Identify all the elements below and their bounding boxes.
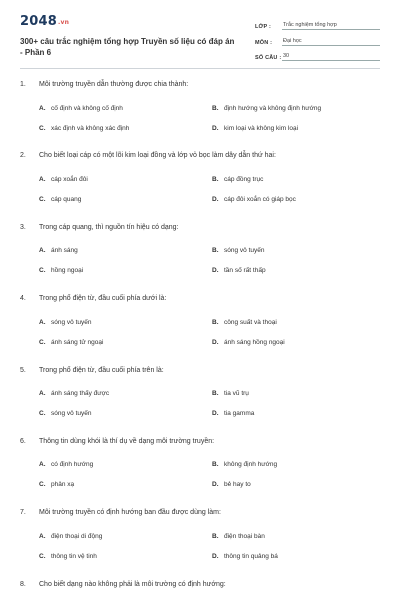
answer-option[interactable] [212, 318, 385, 326]
option-text: sóng vô tuyến [224, 247, 265, 255]
option-letter: B. [212, 247, 219, 255]
option-text: ánh sáng hồng ngoại [224, 338, 285, 346]
question-text: Thông tin dùng khói là thí dụ về dạng môi trường truyền: [39, 437, 215, 445]
question-text-row [20, 509, 380, 521]
question-item [20, 295, 380, 366]
meta-subject-label: MÔN : [255, 39, 273, 46]
option-letter: D. [212, 338, 219, 346]
option-letter: D. [212, 267, 219, 275]
meta-count-value: 30 [282, 53, 380, 61]
option-letter: A. [39, 461, 46, 469]
question-text-row [20, 81, 380, 93]
option-text: điện thoại di động [51, 532, 103, 540]
answer-option[interactable] [212, 481, 385, 489]
option-text: thông tin vệ tinh [51, 552, 97, 560]
option-letter: A. [39, 390, 46, 398]
meta-subject-row [255, 33, 380, 46]
question-number: 7. [20, 509, 26, 517]
option-letter: D. [212, 410, 219, 418]
meta-count-label: SỐ CÂU : [255, 55, 282, 61]
answer-option[interactable] [39, 338, 212, 346]
option-text: sóng vô tuyến [51, 318, 92, 326]
option-text: tia vũ trụ [224, 390, 249, 398]
option-letter: B. [212, 532, 219, 540]
option-letter: D. [212, 552, 219, 560]
document-title: 300+ câu trắc nghiệm tổng hợp Truyền số liệu có đáp án - Phần 6 [20, 37, 235, 57]
option-text: có định hướng [51, 461, 94, 469]
option-letter: D. [212, 481, 219, 489]
answer-option[interactable] [39, 390, 212, 398]
answer-options [39, 390, 380, 418]
option-letter: B. [212, 104, 219, 112]
option-text: cố định và không cố định [51, 104, 123, 112]
option-letter: B. [212, 390, 219, 398]
answer-option[interactable] [39, 481, 212, 489]
question-number: 6. [20, 437, 26, 445]
option-text: ánh sáng thấy được [51, 390, 110, 398]
question-text-row [20, 224, 380, 236]
question-number: 3. [20, 223, 26, 231]
question-text: Cho biết loại cáp có một lõi kim loại đồng và lớp vỏ bọc làm dây dẫn thứ hai: [39, 152, 276, 160]
site-logo[interactable] [20, 14, 69, 29]
answer-option[interactable] [39, 318, 212, 326]
question-number: 4. [20, 295, 26, 303]
answer-option[interactable] [212, 532, 385, 540]
answer-option[interactable] [212, 247, 385, 255]
question-item [20, 81, 380, 152]
option-letter: C. [39, 481, 46, 489]
answer-option[interactable] [212, 195, 385, 203]
option-letter: A. [39, 104, 46, 112]
option-text: cáp đồng trục [224, 175, 264, 183]
header-divider [20, 68, 380, 69]
question-number: 1. [20, 81, 26, 88]
meta-subject-value: Đại học [282, 38, 380, 46]
answer-option[interactable] [39, 461, 212, 469]
logo-suffix: .vn [57, 19, 70, 26]
question-text: Môi trường truyền có định hướng ban đầu được dùng làm: [39, 509, 221, 517]
option-text: ánh sáng tử ngoại [51, 338, 104, 346]
option-text: cáp quang [51, 195, 82, 203]
question-item [20, 224, 380, 295]
answer-option[interactable] [39, 410, 212, 418]
answer-option[interactable] [39, 552, 212, 560]
option-text: phản xạ [51, 481, 75, 489]
option-text: tia gamma [224, 410, 255, 418]
answer-option[interactable] [39, 124, 212, 132]
answer-options [39, 104, 380, 132]
answer-option[interactable] [212, 175, 385, 183]
answer-option[interactable] [39, 247, 212, 255]
answer-option[interactable] [39, 175, 212, 183]
document-header [20, 14, 380, 64]
question-text-row [20, 438, 380, 450]
option-text: không định hướng [224, 461, 278, 469]
option-text: điện thoại bàn [224, 532, 265, 540]
question-item [20, 367, 380, 438]
question-text: Cho biết dạng nào không phải là môi trường có định hướng: [39, 580, 226, 588]
option-letter: A. [39, 247, 46, 255]
answer-options [39, 175, 380, 203]
option-text: tần số rất thấp [224, 267, 266, 275]
question-list [20, 81, 380, 600]
question-number: 5. [20, 366, 26, 374]
option-text: cáp đôi xoắn có giáp bọc [224, 195, 296, 203]
question-text: Môi trường truyền dẫn thường được chia thành: [39, 81, 189, 88]
option-letter: C. [39, 552, 46, 560]
option-letter: A. [39, 532, 46, 540]
option-text: công suất và thoại [224, 318, 277, 326]
option-letter: A. [39, 318, 46, 326]
question-number: 8. [20, 580, 26, 588]
question-item [20, 438, 380, 509]
option-letter: C. [39, 195, 46, 203]
option-letter: C. [39, 267, 46, 275]
option-text: hồng ngoại [51, 267, 84, 275]
option-letter: C. [39, 338, 46, 346]
option-letter: D. [212, 195, 219, 203]
answer-option[interactable] [212, 267, 385, 275]
option-text: định hướng và không định hướng [224, 104, 322, 112]
option-letter: B. [212, 461, 219, 469]
answer-options [39, 247, 380, 275]
answer-option[interactable] [39, 195, 212, 203]
answer-option[interactable] [212, 104, 385, 112]
question-number: 2. [20, 152, 26, 160]
option-letter: C. [39, 410, 46, 418]
meta-class-label: LỚP : [255, 24, 271, 30]
option-text: sóng vô tuyến [51, 410, 92, 418]
question-item [20, 581, 380, 600]
option-letter: D. [212, 124, 219, 132]
option-text: ánh sáng [51, 247, 78, 255]
answer-options [39, 318, 380, 346]
answer-option[interactable] [212, 390, 385, 398]
answer-option[interactable] [212, 461, 385, 469]
option-letter: A. [39, 175, 46, 183]
option-text: bẻ hay to [224, 481, 251, 489]
document-meta [255, 17, 380, 64]
option-text: cáp xoắn đôi [51, 175, 88, 183]
answer-option[interactable] [39, 267, 212, 275]
meta-class-value: Trắc nghiệm tổng hợp [282, 22, 380, 30]
option-letter: B. [212, 318, 219, 326]
answer-option[interactable] [39, 532, 212, 540]
answer-options [39, 532, 380, 560]
option-letter: C. [39, 124, 46, 132]
answer-option[interactable] [212, 410, 385, 418]
answer-option[interactable] [212, 338, 385, 346]
logo-main: 2048 [20, 14, 57, 29]
question-text-row [20, 367, 380, 379]
answer-option[interactable] [212, 124, 385, 132]
option-letter: B. [212, 175, 219, 183]
meta-class-row [255, 17, 380, 30]
option-text: xác định và không xác định [51, 124, 130, 132]
answer-option[interactable] [39, 104, 212, 112]
question-item [20, 152, 380, 223]
question-text-row [20, 581, 380, 593]
question-text: Trong phổ điện từ, đầu cuối phía dưới là: [39, 295, 167, 303]
answer-options [39, 461, 380, 489]
question-text-row [20, 295, 380, 307]
option-text: kim loại và không kim loại [224, 124, 299, 132]
answer-option[interactable] [212, 552, 385, 560]
question-text: Trong phổ điện từ, đầu cuối phía trên là: [39, 366, 164, 374]
question-text-row [20, 152, 380, 164]
meta-count-row [255, 48, 380, 61]
option-text: thông tin quảng bá [224, 552, 278, 560]
question-text: Trong cáp quang, thì nguồn tín hiệu có dạng: [39, 223, 179, 231]
question-item [20, 509, 380, 580]
